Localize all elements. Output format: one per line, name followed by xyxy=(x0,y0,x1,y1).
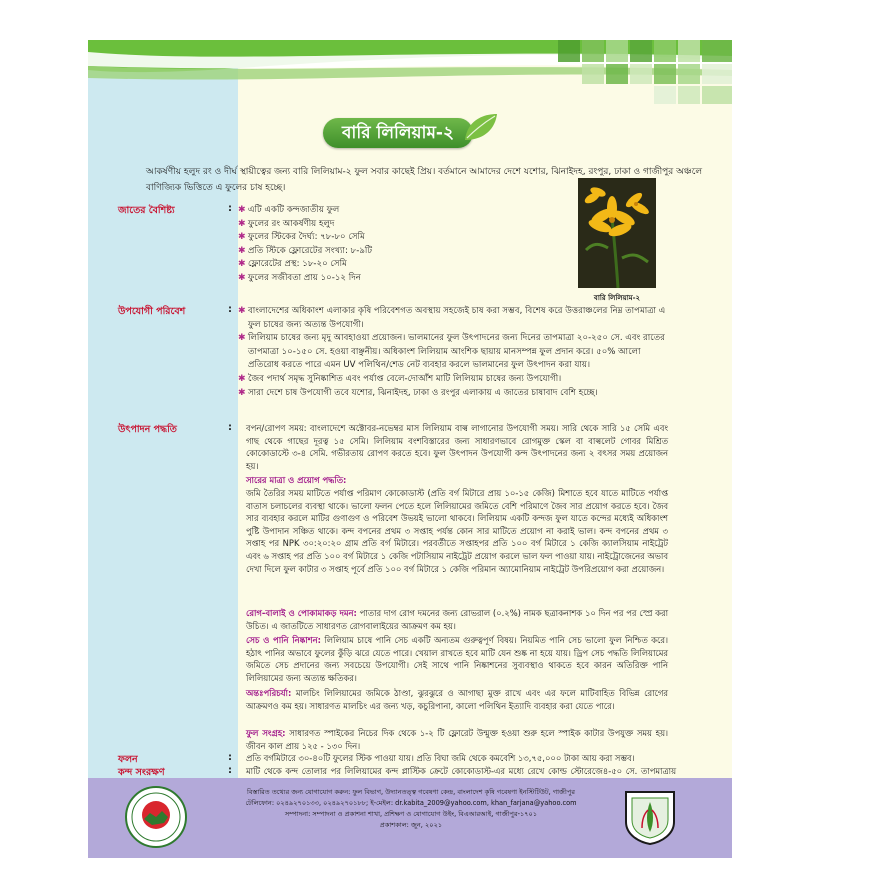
list-item: ✱ লিলিয়াম চাষের জন্য মৃদু আবহাওয়া প্রয়োজন। ভালমানের ফুল উৎপাদনের জন্য দিনের তাপমাত্রা ২০-২৫০ সে. এবং রাতের তাপমাত্রা ১০-১৫০ সে. হওয়া বাঞ্ছনীয়। অধিকাংশ লিলিয়াম আংশিক ছায়ায় মানসম্পন্ন ফুল প্রদান করে। ৫০% আলো প্রতিরোধ করতে পারে এমন UV পলিথিন/শেড নেট ব্যবহার করলে ভালমানের ফুল উৎপাদন করা যায়। xyxy=(238,333,665,371)
ministry-logo-icon xyxy=(124,785,188,849)
bari-logo-icon xyxy=(620,788,680,846)
page-title: বারি লিলিয়াম-২ xyxy=(341,123,455,143)
storage-text: মাটি থেকে কন্দ তোলার পর লিলিয়ামের কন্দ প্লাস্টিক ক্রেটে কোকোডাস্ট-এর মধ্যে রেখে কোল্ড স্টোরেজে৪-৫০ সে. তাপমাত্রায় xyxy=(246,766,676,776)
leaf-icon xyxy=(463,112,499,142)
pest-heading: রোগ-বালাই ও পোকামাকড় দমন: xyxy=(246,608,357,618)
star-bullet-icon: ✱ xyxy=(238,387,246,398)
list-item: ✱ ফুলের সজীবতা প্রায় ১০-১২ দিন xyxy=(238,272,558,286)
footer-line: টেলিফোন: ০২৪৯২৭০১৩৩, ০২৪৯২৭০১৮৮; ই-মেইল: dr.kabita_2009@yahoo.com, khan_farjana@yahoo.com xyxy=(245,799,577,807)
leaflet-page xyxy=(88,40,732,858)
star-bullet-icon: ✱ xyxy=(238,218,246,229)
production-colon: : xyxy=(228,422,232,433)
intro-paragraph: আকর্ষণীয় হলুদ রং ও দীর্ঘ স্থায়ীত্বের জন্য বারি লিলিয়াম-২ ফুল সবার কাছেই প্রিয়। বর্তমানে আমাদের দেশে যশোর, ঝিনাইদহ, রংপুর, ঢাকা ও গাজীপুর অঞ্চলে বাণিজ্যিক ভিত্তিতে এ ফুলের চাষ হচ্ছে। xyxy=(146,167,703,193)
pest-paragraph: রোগ-বালাই ও পোকামাকড় দমন: পাতার দাগ রোগ দমনের জন্য রোভরাল (০.২%) নামক ছত্রাকনাশক ১০ দিন পর পর স্প্রে করা উচিত। এ জাতটিতে সাধারণত রোগবালাইয়ের আক্রমণ কম হয়। xyxy=(246,608,668,631)
left-color-band xyxy=(88,40,238,780)
care-heading: অন্তঃপরিচর্যা: xyxy=(246,688,292,698)
lily-photo xyxy=(578,178,656,288)
list-item: ✱ বাংলাদেশের অধিকাংশ এলাকার কৃষি পরিবেশগত অবস্থায় সহজেই চাষ করা সম্ভব, বিশেষ করে উত্তরাঞ্চলের নিম্ন তাপমাত্রা এ ফুল চাষের জন্য অত্যন্ত উপযোগী। xyxy=(238,306,666,330)
yield-colon: : xyxy=(228,752,232,763)
star-bullet-icon: ✱ xyxy=(238,272,246,283)
star-bullet-icon: ✱ xyxy=(238,245,246,256)
list-item: ✱ এটি একটি কন্দজাতীয় ফুল xyxy=(238,204,558,218)
harvest-paragraph: ফুল সংগ্রহ: সাধারণত স্পাইকের নিচের দিক থেকে ১-২ টি ফ্লোরেট উন্মুক্ত হওয়া শুরু হলে স্পাইক কাটার উপযুক্ত সময় হয়। জীবন কাল প্রায় ১২৫ - ১৩০ দিন। xyxy=(246,728,668,751)
environment-list xyxy=(238,305,668,400)
star-bullet-icon: ✱ xyxy=(238,333,246,344)
footer xyxy=(88,778,732,858)
storage-colon: : xyxy=(228,765,232,776)
header-banner xyxy=(88,40,732,120)
irrigation-paragraph: সেচ ও পানি নিষ্কাশন: লিলিয়াম চাষে পানি সেচ একটি অন্যতম গুরুত্বপূর্ণ বিষয়। নিয়মিত পানি সেচ ভালো ফুল নিশ্চিত করে। হঠাৎ পানির অভাবে ফুলের কুঁড়ি ঝরে যেতে পারে। খেয়াল রাখতে হবে মাটি যেন শুষ্ক না হয়ে যায়। ড্রিপ সেচ পদ্ধতি লিলিয়ামের জমিতে সেচ প্রদানের জন্য সবচেয়ে উপযোগী। সেই সাথে পানি নিষ্কাশনের সুব্যবস্থাও থাকতে হবে কারন অতিরিক্ত পানি লিলিয়ামের জন্য অত্যন্ত ক্ষতিকর। xyxy=(246,635,668,683)
environment-label: উপযোগী পরিবেশ xyxy=(118,306,186,317)
yield-label: ফলন xyxy=(118,754,138,765)
fertilizer-heading: সারের মাত্রা ও প্রয়োগ পদ্ধতি: xyxy=(246,475,347,485)
footer-line: সম্পাদনা: সম্পাদনা ও প্রকাশনা শাখা, প্রশিক্ষণ ও যোগাযোগ উইং, বিএআরআই, গাজীপুর-১৭০১ xyxy=(284,810,538,818)
footer-line: বিস্তারিত তথ্যের জন্য যোগাযোগ করুন: ফুল বিভাগ, উদ্যানতত্ত্ব গবেষণা কেন্দ্র, বাংলাদেশ কৃষি গবেষণা ইনস্টিটিউট, গাজীপুর xyxy=(247,788,575,796)
title-badge xyxy=(323,112,493,152)
list-item: ✱ সারা দেশে চাষ উপযোগী তবে যশোর, ঝিনাইদহ, ঢাকা ও রংপুর এলাকায় এ জাতের চাষাবাদ বেশি হচ্ছে। xyxy=(238,387,668,401)
star-bullet-icon: ✱ xyxy=(238,259,246,270)
yield-text: প্রতি বর্গমিটারে ৩০-৪০টি ফুলের স্টিক পাওয়া যায়। প্রতি বিঘা জমি থেকে কমবেশি ১৩,৭৫,০০০ টাকা আয় করা সম্ভব। xyxy=(246,753,635,763)
production-label: উৎপাদন পদ্ধতি xyxy=(118,424,177,435)
traits-label: জাতের বৈশিষ্ট্য xyxy=(118,205,175,216)
star-bullet-icon: ✱ xyxy=(238,373,246,384)
list-item: ✱ ফ্লোরেটের প্রস্থ: ১৮-২০ সেমি xyxy=(238,258,558,272)
care-paragraph: অন্তঃপরিচর্যা: মালচিং লিলিয়ামের জমিকে ঠাণ্ডা, ঝুরঝুরে ও আগাছা মুক্ত রাখে এবং এর ফলে মাটিবাহিত বিভিন্ন রোগের আক্রমণও কম হয়। সাধারণত মালচিং এর জন্য খড়, কচুরিপানা, কালো পলিথিন ইত্যাদি ব্যবহার করা যেতে পারে। xyxy=(246,688,668,711)
environment-colon: : xyxy=(228,304,232,315)
footer-line: প্রকাশকাল: জুন, ২০২১ xyxy=(379,821,443,829)
planting-paragraph: বপন/রোপণ সময়: বাংলাদেশে অক্টোবর-নভেম্বর মাস লিলিয়াম বাল্ব লাগানোর উপযোগী সময়। সারি থেকে সারি ১৫ সেমি এবং গাছ থেকে গাছের দূরত্ব ১৫ সেমি। লিলিয়াম বংশবিস্তারের জন্য সাধারণভাবে রোগমুক্ত স্কেল বা বাল্বলেট গোবর মিশ্রিত কোকোডাস্টে ৩-৪ সেমি. গভীরতায় রোপণ করতে হবে। ফুল উৎপাদন উপযোগী কন্দ উৎপাদনের জন্য ২ বৎসর সময় প্রয়োজন হয়। xyxy=(246,423,668,471)
traits-colon: : xyxy=(228,203,232,214)
list-item: ✱ জৈব পদার্থ সমৃদ্ধ সুনিষ্কাশিত এবং পর্যাপ্ত বেলে-দোআঁশ মাটি লিলিয়াম চাষের জন্য উপযোগী। xyxy=(238,373,668,387)
footer-contact xyxy=(216,787,606,831)
list-item: ✱ প্রতি স্টিকে ফ্লোরেটের সংখ্যা: ৮-৯টি xyxy=(238,245,558,259)
photo-caption: বারি লিলিয়াম-২ xyxy=(593,294,641,302)
irrigation-heading: সেচ ও পানি নিষ্কাশন: xyxy=(246,635,321,645)
star-bullet-icon: ✱ xyxy=(238,232,246,243)
storage-label: কন্দ সংরক্ষণ xyxy=(118,767,165,778)
fertilizer-paragraph: জমি তৈরির সময় মাটিতে পর্যাপ্ত পরিমাণ কোকোডাস্ট (প্রতি বর্গ মিটারে প্রায় ১০-১৫ কেজি) মিশাতে হবে যাতে মাটিতে পর্যাপ্ত বাতাস চলাচলের ব্যবস্থা থাকে। ভালো ফলন পেতে হলে লিলিয়ামের জমিতে বেশি পরিমাণে জৈব সার প্রয়োগ করতে হবে। জৈব সার ব্যবহার করলে মাটির গুণাগুণ ও পরিবেশ উভয়ই ভালো থাকবে। লিলিয়াম একটি কন্দজ ফুল যাতে কন্দের মধ্যেই অধিকাংশ পুষ্টি উপাদান সঞ্চিত থাকে। কন্দ বপনের প্রথম ৩ সপ্তাহ পর্যন্ত কোন সার মাটিতে প্রয়োগ না করাই ভাল। কন্দ বপনের প্রথম ৩ সপ্তাহ পর NPK ৩০:২০:২০ গ্রাম প্রতি বর্গ মিটারে। পরবর্তীতে সপ্তাহপর প্রতি ১০০ বর্গ মিটারে ১ কেজি ক্যালসিয়াম নাইট্রেট এবং ৬ সপ্তাহ পর প্রতি ১০০ বর্গ মিটারে ১ কেজি পটাসিয়াম নাইট্রেট প্রয়োগ করলে ভাল ফল পাওয়া যায়। নাইট্রোজেনের অভাব দেখা দিলে ফুল কাটার ৩ সপ্তাহ পূর্বে প্রতি ১০০ বর্গ মিটারে ১ কেজি পরিমান অ্যামোনিয়াম নাইট্রেট উপরিপ্রয়োগ করা প্রয়োজন। xyxy=(246,488,668,574)
star-bullet-icon: ✱ xyxy=(238,205,246,215)
harvest-heading: ফুল সংগ্রহ: xyxy=(246,728,286,738)
list-item: ✱ ফুলের স্টিকের দৈর্ঘ্য: ৭৮-৮০ সেমি xyxy=(238,231,558,245)
traits-list xyxy=(238,204,558,286)
star-bullet-icon: ✱ xyxy=(238,306,246,316)
list-item: ✱ ফুলের রং আকর্ষণীয় হলুদ xyxy=(238,218,558,232)
